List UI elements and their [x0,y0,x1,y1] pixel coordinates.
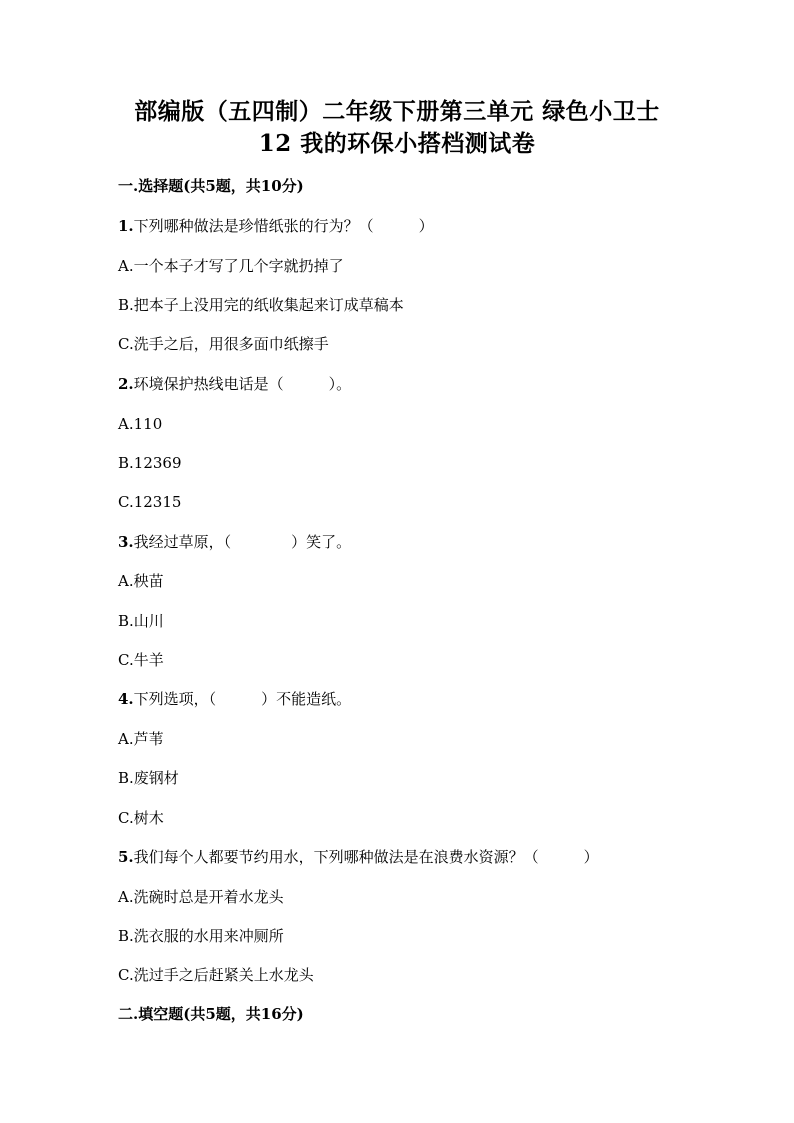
option-3c: C.牛羊 [118,651,164,669]
question-text: 环境保护热线电话是（ ）。 [133,375,352,393]
question-2 [118,374,351,394]
option-2c: C.12315 [118,493,182,511]
option-5b: B.洗衣服的水用来冲厕所 [118,927,284,945]
question-3 [118,532,351,552]
option-5a: A.洗碗时总是开着水龙头 [118,888,284,906]
section-heading-fill-in: 二.填空题(共5题，共16分) [118,1005,304,1023]
question-number: 2. [118,375,134,393]
option-1b: B.把本子上没用完的纸收集起来订成草稿本 [118,296,404,314]
question-5 [118,847,599,867]
question-number: 3. [118,533,134,551]
document-title-line2: 12 我的环保小搭档测试卷 [258,130,536,157]
option-4a: A.芦苇 [118,730,164,748]
question-4 [118,689,351,709]
question-number: 1. [118,217,134,235]
question-1 [118,216,434,236]
option-5c: C.洗过手之后赶紧关上水龙头 [118,966,314,984]
question-number: 4. [118,690,134,708]
question-number: 5. [118,848,134,866]
question-text: 我经过草原，（ ）笑了。 [133,533,352,551]
option-4c: C.树木 [118,809,164,827]
option-2b: B.12369 [118,454,182,472]
option-1a: A.一个本子才写了几个字就扔掉了 [118,257,344,275]
option-3b: B.山川 [118,612,164,630]
document-title-line1: 部编版（五四制）二年级下册第三单元 绿色小卫士 [134,98,660,125]
option-4b: B.废钢材 [118,769,179,787]
question-text: 下列哪种做法是珍惜纸张的行为？（ ） [133,217,434,235]
question-text: 下列选项，（ ）不能造纸。 [133,690,352,708]
section-heading-choice: 一.选择题(共5题，共10分) [118,177,304,195]
option-2a: A.110 [118,415,163,433]
option-1c: C.洗手之后，用很多面巾纸擦手 [118,335,329,353]
question-text: 我们每个人都要节约用水，下列哪种做法是在浪费水资源？（ ） [133,848,599,866]
option-3a: A.秧苗 [118,572,164,590]
